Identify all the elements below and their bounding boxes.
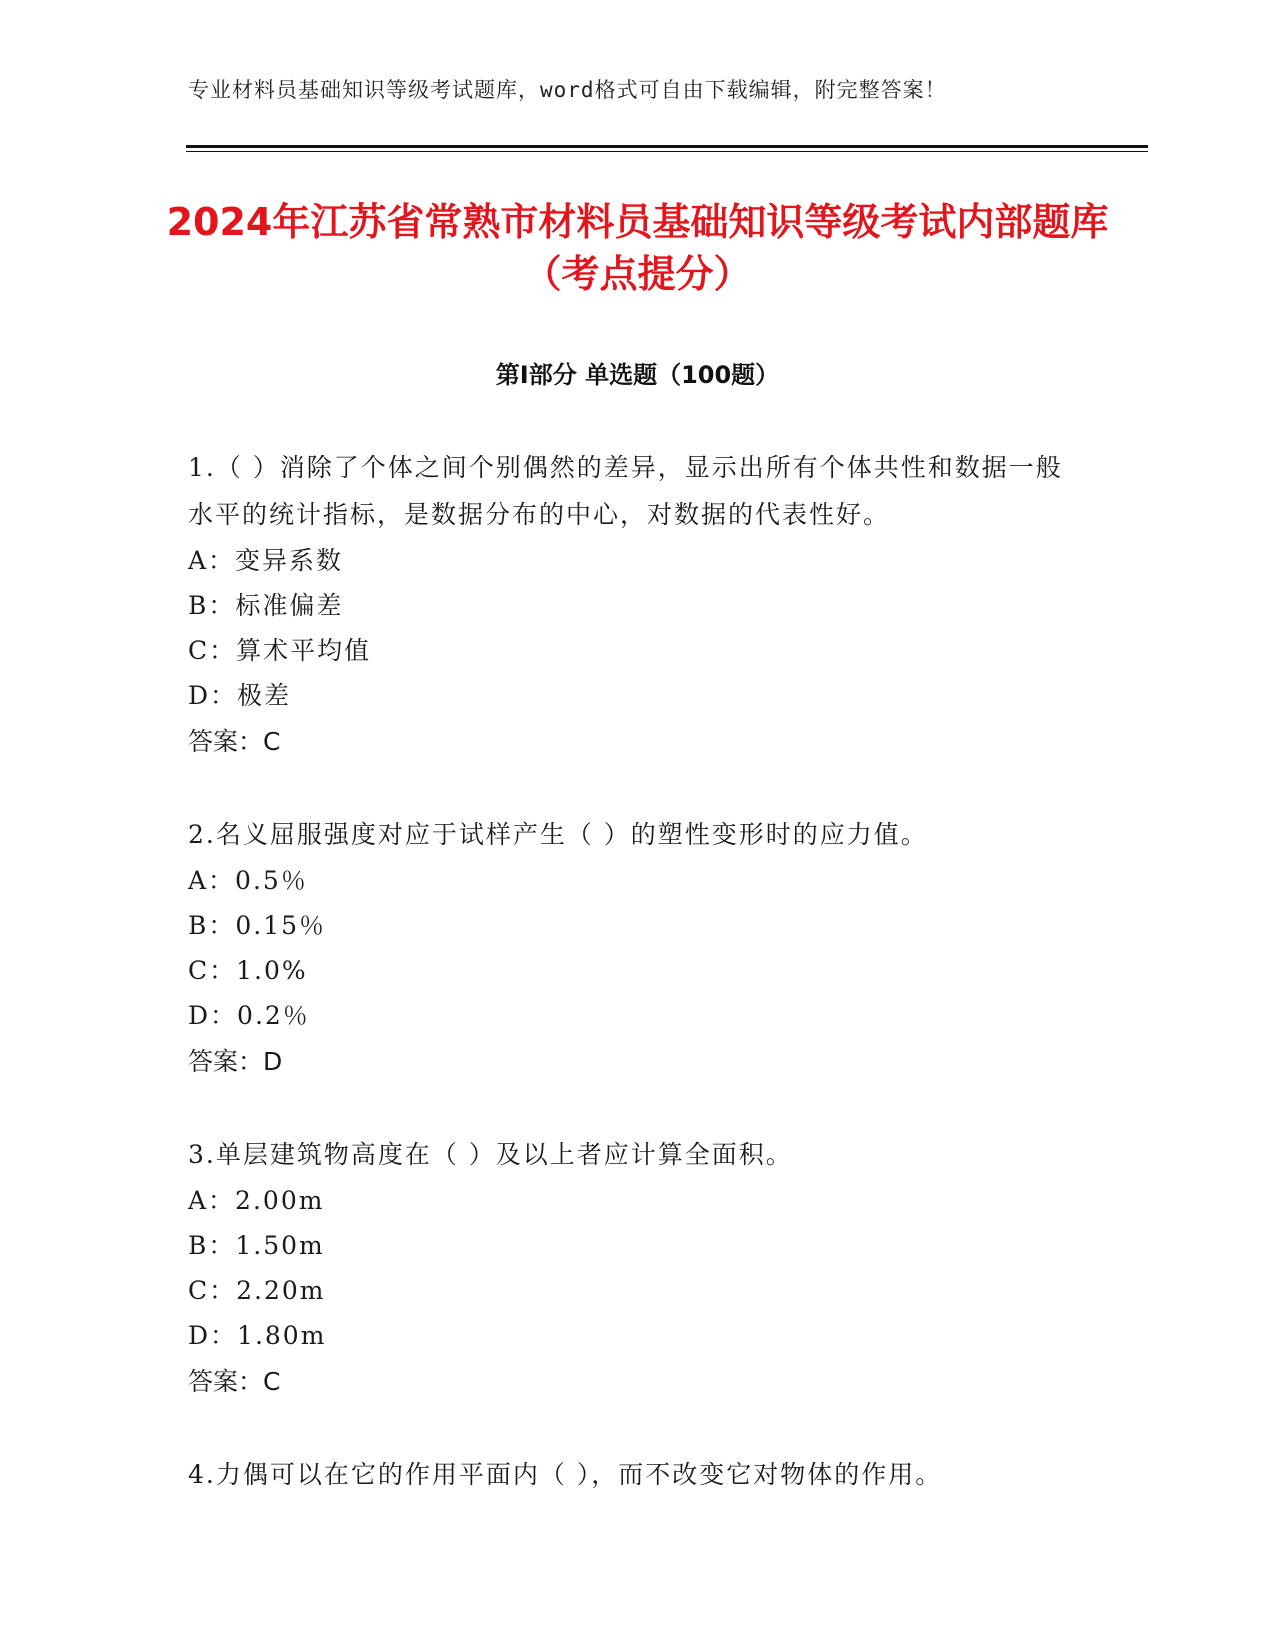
question-list bbox=[188, 444, 1078, 1544]
option-d: D：极差 bbox=[188, 681, 292, 710]
question-stem: 2.名义屈服强度对应于试样产生（ ）的塑性变形时的应力值。 bbox=[188, 820, 928, 849]
option-a: A：2.00m bbox=[188, 1186, 325, 1215]
answer-line: 答案：C bbox=[188, 727, 281, 756]
header-note: 专业材料员基础知识等级考试题库，word格式可自由下载编辑，附完整答案！ bbox=[188, 78, 947, 102]
header-rule-thin bbox=[186, 151, 1148, 152]
question-item bbox=[188, 1451, 1078, 1498]
option-b: B：0.15％ bbox=[188, 911, 327, 940]
question-item bbox=[188, 1131, 1078, 1405]
question-item bbox=[188, 811, 1078, 1085]
option-c: C：算术平均值 bbox=[188, 636, 372, 665]
question-stem: 1.（ ）消除了个体之间个别偶然的差异，显示出所有个体共性和数据一般水平的统计指标，是数据分布的中心，对数据的代表性好。 bbox=[188, 453, 1063, 529]
document-title: 2024年江苏省常熟市材料员基础知识等级考试内部题库（考点提分） bbox=[166, 200, 1109, 296]
question-item bbox=[188, 444, 1078, 765]
answer-line: 答案：C bbox=[188, 1367, 281, 1396]
header-rule-thick bbox=[186, 145, 1148, 148]
option-c: C：2.20m bbox=[188, 1276, 326, 1305]
option-b: B：1.50m bbox=[188, 1231, 325, 1260]
option-c: C：1.0% bbox=[188, 956, 308, 985]
option-d: D：1.80m bbox=[188, 1321, 327, 1350]
question-stem: 4.力偶可以在它的作用平面内（ ），而不改变它对物体的作用。 bbox=[188, 1460, 943, 1489]
option-d: D：0.2％ bbox=[188, 1001, 310, 1030]
section-title: 第I部分 单选题（100题） bbox=[495, 361, 780, 389]
option-a: A：0.5％ bbox=[188, 866, 308, 895]
option-a: A：变异系数 bbox=[188, 546, 344, 575]
option-b: B：标准偏差 bbox=[188, 591, 344, 620]
answer-line: 答案：D bbox=[188, 1047, 283, 1076]
question-stem: 3.单层建筑物高度在（ ）及以上者应计算全面积。 bbox=[188, 1140, 793, 1169]
